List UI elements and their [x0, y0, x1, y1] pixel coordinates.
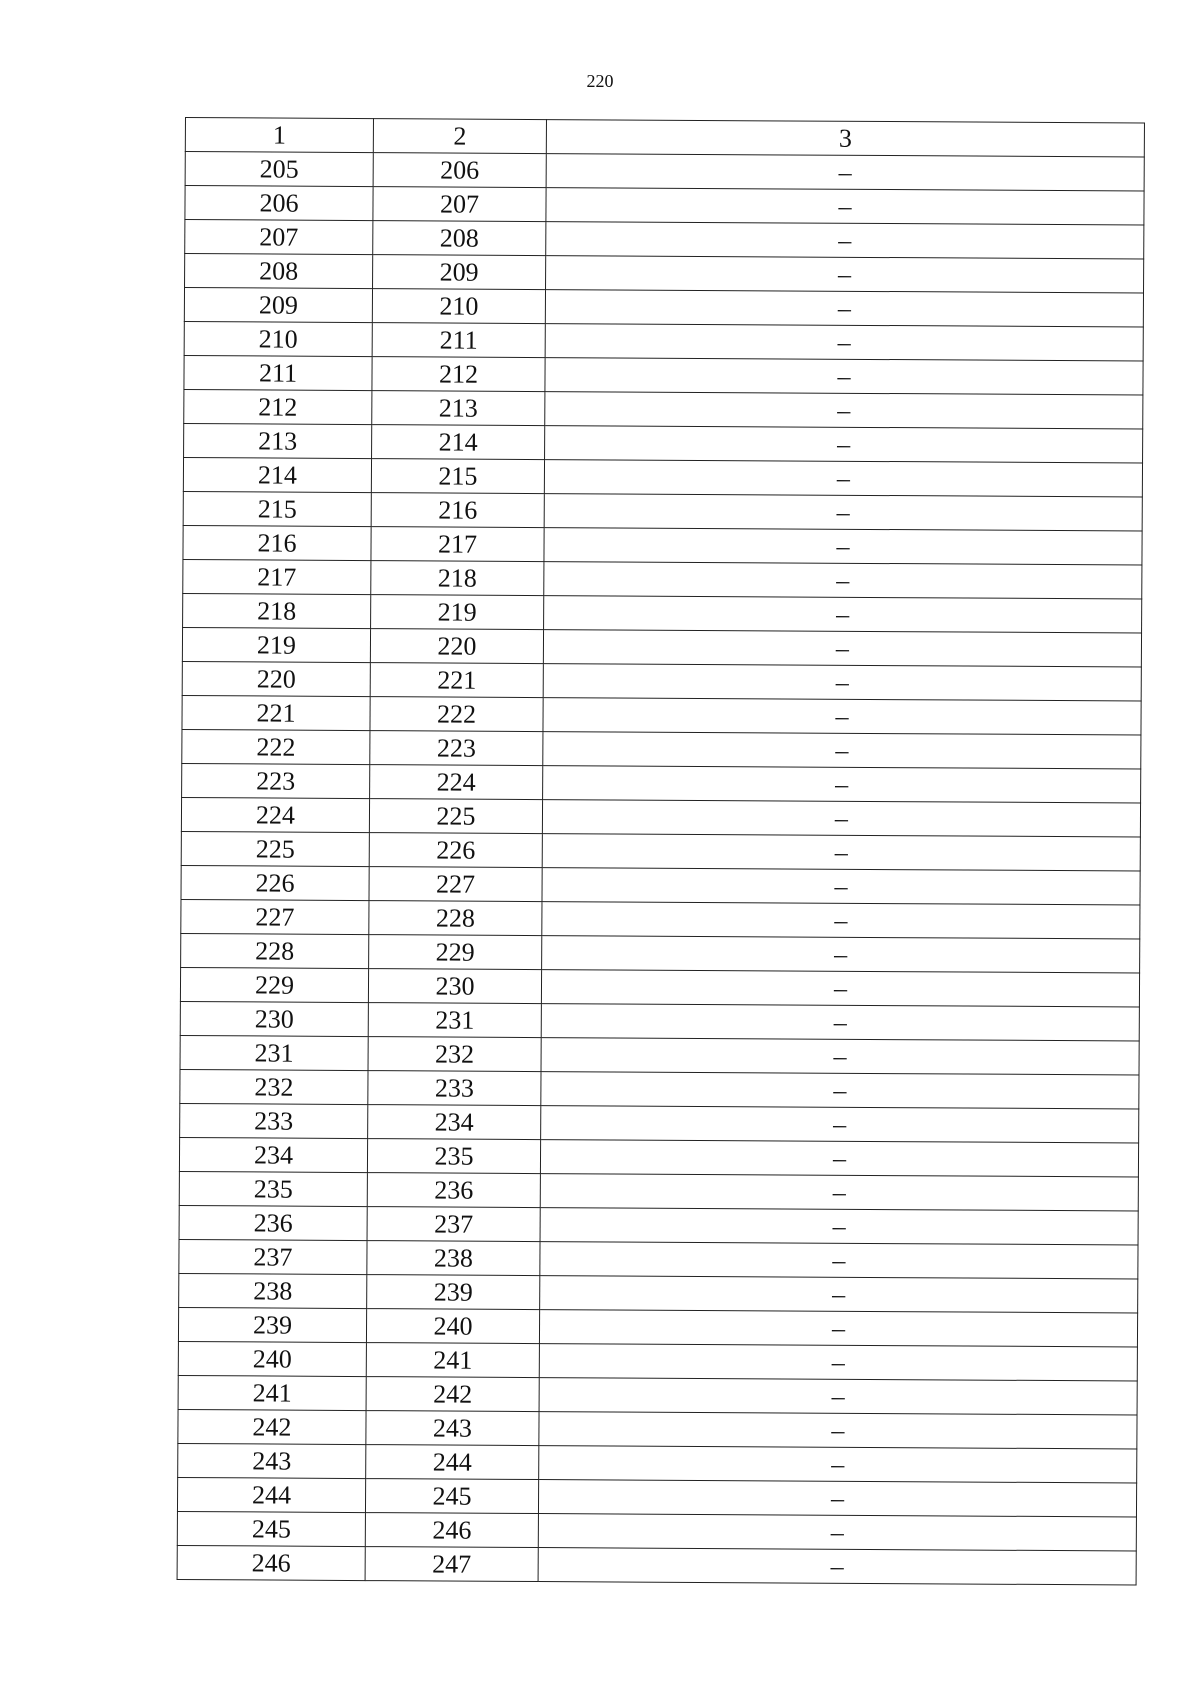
table-row	[178, 1443, 1137, 1483]
table-cell-col-1: 211	[184, 355, 372, 390]
table-cell-col-3: –	[545, 392, 1143, 429]
table-cell-col-2: 223	[370, 731, 543, 766]
table-cell-col-3: –	[543, 630, 1141, 667]
table-cell-col-3: –	[542, 868, 1140, 905]
table-row	[183, 559, 1142, 599]
table-body	[177, 152, 1144, 1585]
table-cell-col-2: 207	[373, 187, 546, 222]
table-cell-col-2: 232	[368, 1037, 541, 1072]
table-row	[177, 1545, 1136, 1585]
table-cell-col-3: –	[546, 256, 1144, 293]
table-cell-col-3: –	[542, 936, 1140, 973]
table-row	[184, 389, 1143, 429]
table-row	[185, 152, 1144, 192]
table-cell-col-1: 240	[178, 1341, 366, 1376]
table-cell-col-1: 229	[180, 967, 368, 1002]
table-row	[182, 729, 1141, 769]
table-row	[179, 1137, 1138, 1177]
table-cell-col-2: 230	[368, 969, 541, 1004]
table-cell-col-2: 224	[370, 765, 543, 800]
table-cell-col-3: –	[539, 1344, 1137, 1381]
table-cell-col-3: –	[544, 562, 1142, 599]
table-cell-col-1: 222	[182, 729, 370, 764]
table-row	[185, 186, 1144, 226]
table-cell-col-3: –	[540, 1174, 1138, 1211]
table-cell-col-2: 234	[368, 1105, 541, 1140]
table-cell-col-2: 214	[372, 425, 545, 460]
table-row	[183, 593, 1142, 633]
table-cell-col-2: 211	[372, 323, 545, 358]
table-cell-col-1: 227	[181, 899, 369, 934]
table-cell-col-3: –	[541, 1106, 1139, 1143]
table-row	[182, 695, 1141, 735]
table-cell-col-2: 246	[365, 1513, 538, 1548]
table-cell-col-1: 245	[177, 1511, 365, 1546]
table-cell-col-2: 209	[373, 255, 546, 290]
table-cell-col-2: 219	[371, 595, 544, 630]
table-cell-col-2: 240	[366, 1309, 539, 1344]
table-cell-col-3: –	[544, 528, 1142, 565]
table-row	[184, 355, 1143, 395]
table-cell-col-3: –	[542, 902, 1140, 939]
table-cell-col-1: 242	[178, 1409, 366, 1444]
table-cell-col-1: 216	[183, 525, 371, 560]
table-cell-col-1: 212	[184, 389, 372, 424]
table-cell-col-2: 244	[366, 1445, 539, 1480]
table-cell-col-3: –	[538, 1514, 1136, 1551]
table-cell-col-1: 206	[185, 186, 373, 221]
table-row	[177, 1477, 1136, 1517]
table-cell-col-1: 246	[177, 1545, 365, 1580]
table-cell-col-3: –	[546, 154, 1144, 191]
table-cell-col-3: –	[540, 1242, 1138, 1279]
table-row	[178, 1307, 1137, 1347]
table-cell-col-2: 238	[367, 1241, 540, 1276]
table-cell-col-2: 213	[372, 391, 545, 426]
table-row	[185, 254, 1144, 294]
table-cell-col-3: –	[540, 1140, 1138, 1177]
table-row	[181, 797, 1140, 837]
table-row	[181, 831, 1140, 871]
table-cell-col-3: –	[540, 1208, 1138, 1245]
header-cell-3: 3	[546, 120, 1144, 157]
table-row	[180, 1069, 1139, 1109]
table-cell-col-1: 241	[178, 1375, 366, 1410]
table-row	[179, 1171, 1138, 1211]
table-cell-col-3: –	[544, 460, 1142, 497]
table-cell-col-1: 231	[180, 1035, 368, 1070]
table-cell-col-3: –	[543, 766, 1141, 803]
table-cell-col-2: 231	[368, 1003, 541, 1038]
table-cell-col-2: 218	[371, 561, 544, 596]
table-cell-col-3: –	[541, 970, 1139, 1007]
table-cell-col-2: 215	[371, 459, 544, 494]
table-cell-col-1: 207	[185, 220, 373, 255]
table-cell-col-1: 235	[179, 1171, 367, 1206]
table-cell-col-2: 221	[370, 663, 543, 698]
header-cell-1: 1	[185, 118, 373, 153]
table-cell-col-1: 214	[183, 457, 371, 492]
table-cell-col-2: 235	[367, 1139, 540, 1174]
table-cell-col-1: 209	[184, 288, 372, 323]
table-cell-col-1: 234	[179, 1137, 367, 1172]
table-cell-col-3: –	[541, 1072, 1139, 1109]
table-row	[179, 1239, 1138, 1279]
table-cell-col-2: 210	[372, 289, 545, 324]
table-cell-col-2: 222	[370, 697, 543, 732]
table-row	[180, 1035, 1139, 1075]
table-cell-col-2: 228	[369, 901, 542, 936]
table-cell-col-1: 237	[179, 1239, 367, 1274]
table-cell-col-1: 228	[181, 933, 369, 968]
table-row	[184, 321, 1143, 361]
table-cell-col-1: 221	[182, 695, 370, 730]
table-cell-col-2: 247	[365, 1547, 538, 1582]
table-cell-col-1: 224	[181, 797, 369, 832]
table-cell-col-3: –	[545, 426, 1143, 463]
table-cell-col-3: –	[543, 698, 1141, 735]
table-row	[181, 899, 1140, 939]
table-cell-col-3: –	[546, 188, 1144, 225]
table-cell-col-2: 226	[369, 833, 542, 868]
table-cell-col-3: –	[545, 290, 1143, 327]
table-cell-col-2: 237	[367, 1207, 540, 1242]
table-cell-col-1: 232	[180, 1069, 368, 1104]
table-row	[180, 1001, 1139, 1041]
table-row	[181, 933, 1140, 973]
table-cell-col-3: –	[538, 1480, 1136, 1517]
table-row	[178, 1375, 1137, 1415]
table-row	[182, 627, 1141, 667]
table-row	[184, 288, 1143, 328]
table-cell-col-1: 225	[181, 831, 369, 866]
table-cell-col-2: 239	[367, 1275, 540, 1310]
table-cell-col-3: –	[543, 732, 1141, 769]
table-cell-col-1: 236	[179, 1205, 367, 1240]
table-cell-col-3: –	[545, 324, 1143, 361]
table-cell-col-3: –	[538, 1548, 1136, 1585]
table-cell-col-1: 218	[183, 593, 371, 628]
table-cell-col-3: –	[542, 834, 1140, 871]
table-cell-col-1: 238	[179, 1273, 367, 1308]
table-cell-col-1: 233	[180, 1103, 368, 1138]
table-cell-col-3: –	[539, 1310, 1137, 1347]
table-cell-col-2: 229	[369, 935, 542, 970]
table-cell-col-2: 217	[371, 527, 544, 562]
table-cell-col-2: 212	[372, 357, 545, 392]
table-cell-col-2: 225	[369, 799, 542, 834]
table-row	[178, 1409, 1137, 1449]
table-cell-col-3: –	[542, 800, 1140, 837]
table-cell-col-1: 205	[185, 152, 373, 187]
table-row	[177, 1511, 1136, 1551]
table-row	[178, 1341, 1137, 1381]
table-cell-col-1: 244	[177, 1477, 365, 1512]
table-cell-col-3: –	[546, 222, 1144, 259]
table-row	[183, 457, 1142, 497]
table-cell-col-1: 208	[185, 254, 373, 289]
table-cell-col-2: 208	[373, 221, 546, 256]
table-cell-col-1: 226	[181, 865, 369, 900]
table-row	[182, 661, 1141, 701]
table-cell-col-2: 242	[366, 1377, 539, 1412]
table-cell-col-2: 243	[366, 1411, 539, 1446]
table-cell-col-2: 220	[370, 629, 543, 664]
table-cell-col-1: 217	[183, 559, 371, 594]
table-cell-col-3: –	[544, 596, 1142, 633]
table-cell-col-1: 239	[178, 1307, 366, 1342]
table-row	[180, 967, 1139, 1007]
table-row	[183, 525, 1142, 565]
table-cell-col-1: 220	[182, 661, 370, 696]
table-cell-col-1: 213	[184, 423, 372, 458]
table-cell-col-1: 219	[182, 627, 370, 662]
table-cell-col-2: 241	[366, 1343, 539, 1378]
table-cell-col-3: –	[544, 494, 1142, 531]
table-row	[179, 1273, 1138, 1313]
table-cell-col-1: 230	[180, 1001, 368, 1036]
table-cell-col-3: –	[540, 1276, 1138, 1313]
table-cell-col-1: 215	[183, 491, 371, 526]
table-cell-col-2: 206	[373, 153, 546, 188]
table-cell-col-3: –	[543, 664, 1141, 701]
table-cell-col-2: 245	[365, 1479, 538, 1514]
table-row	[182, 763, 1141, 803]
table-cell-col-3: –	[539, 1446, 1137, 1483]
table-row	[181, 865, 1140, 905]
table-cell-col-2: 233	[368, 1071, 541, 1106]
table-cell-col-3: –	[545, 358, 1143, 395]
table-cell-col-3: –	[541, 1038, 1139, 1075]
table-cell-col-2: 216	[371, 493, 544, 528]
table-cell-col-2: 236	[367, 1173, 540, 1208]
page-number: 220	[586, 71, 614, 91]
table-row	[185, 220, 1144, 260]
data-table	[177, 117, 1145, 1586]
table-cell-col-3: –	[539, 1378, 1137, 1415]
table-header-row	[185, 118, 1144, 158]
table-row	[183, 491, 1142, 531]
table-row	[179, 1205, 1138, 1245]
table-row	[184, 423, 1143, 463]
table-cell-col-3: –	[541, 1004, 1139, 1041]
table-cell-col-3: –	[539, 1412, 1137, 1449]
header-cell-2: 2	[373, 119, 546, 154]
table-row	[180, 1103, 1139, 1143]
table-cell-col-2: 227	[369, 867, 542, 902]
table-cell-col-1: 223	[182, 763, 370, 798]
table-cell-col-1: 210	[184, 321, 372, 356]
table-cell-col-1: 243	[178, 1443, 366, 1478]
